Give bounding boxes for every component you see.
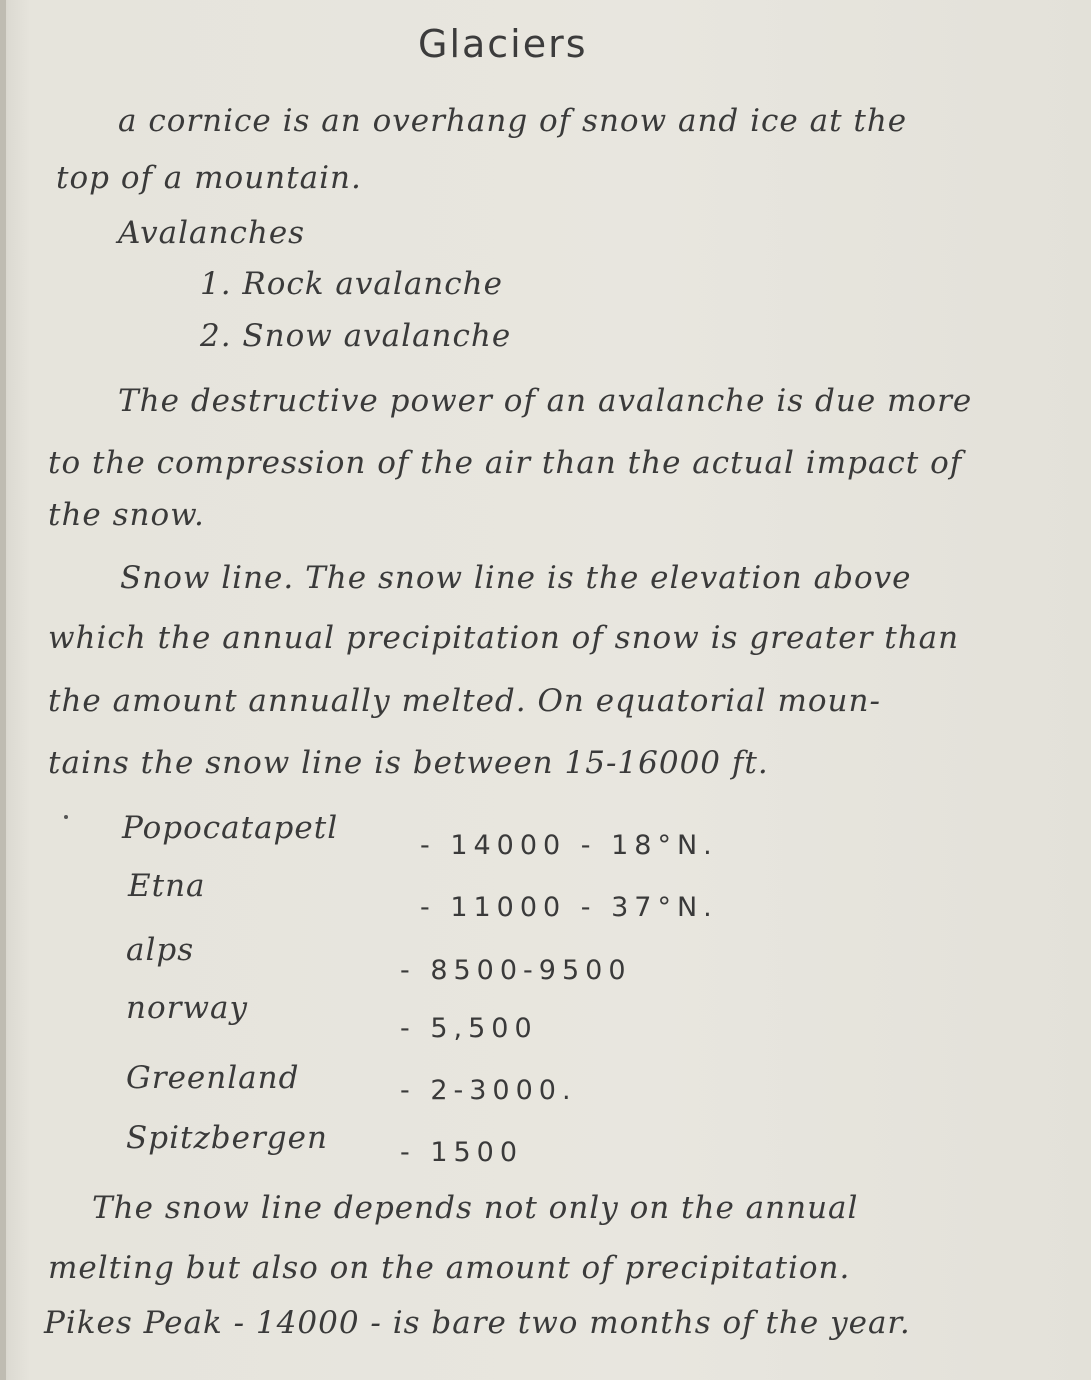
page-binding-edge xyxy=(0,0,6,1380)
snow-line-value: - 11000 - 37°N. xyxy=(420,892,718,923)
closing-line-2: melting but also on the amount of precipitation. xyxy=(48,1250,851,1286)
snow-line-value: - 5,500 xyxy=(400,1013,538,1044)
snow-line-place: Etna xyxy=(128,868,206,904)
destructive-line-1: The destructive power of an avalanche is due more xyxy=(118,383,973,419)
snowline-line-3: the amount annually melted. On equatorial moun- xyxy=(48,683,881,719)
snow-line-place: alps xyxy=(126,932,195,968)
snow-line-place: Popocatapetl xyxy=(122,810,339,846)
page-title: Glaciers xyxy=(418,22,588,66)
snowline-line-1: Snow line. The snow line is the elevation above xyxy=(120,560,912,596)
snowline-line-4: tains the snow line is between 15-16000 ft. xyxy=(48,745,769,781)
snow-line-place: Greenland xyxy=(126,1060,300,1096)
closing-line-1: The snow line depends not only on the annual xyxy=(92,1190,859,1226)
destructive-line-3: the snow. xyxy=(48,497,205,533)
snow-line-value: - 2-3000. xyxy=(400,1075,577,1106)
avalanche-type-1: 1. Rock avalanche xyxy=(200,266,503,302)
ink-dot xyxy=(64,815,68,819)
snow-line-value: - 1500 xyxy=(400,1137,524,1168)
cornice-line-1: a cornice is an overhang of snow and ice at the xyxy=(118,103,908,139)
snow-line-place: Spitzbergen xyxy=(126,1120,328,1156)
snow-line-value: - 8500-9500 xyxy=(400,955,632,986)
snowline-line-2: which the annual precipitation of snow is greater than xyxy=(48,620,960,656)
snow-line-value: - 14000 - 18°N. xyxy=(420,830,718,861)
avalanches-heading: Avalanches xyxy=(118,215,306,251)
closing-line-3: Pikes Peak - 14000 - is bare two months of the year. xyxy=(44,1305,911,1341)
destructive-line-2: to the compression of the air than the actual impact of xyxy=(48,445,963,481)
cornice-line-2: top of a mountain. xyxy=(56,160,362,196)
avalanche-type-2: 2. Snow avalanche xyxy=(200,318,512,354)
snow-line-place: norway xyxy=(126,990,248,1026)
